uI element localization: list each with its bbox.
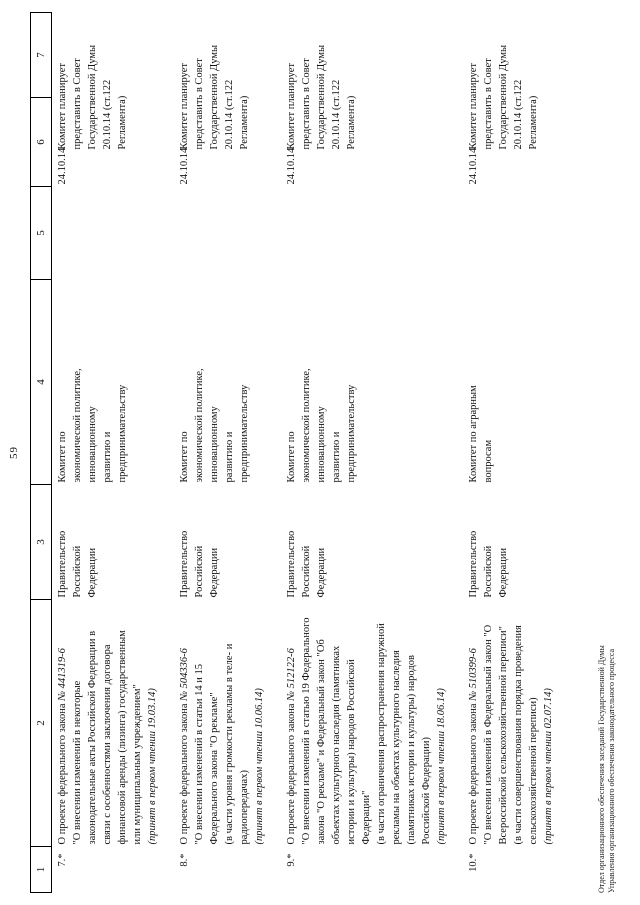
bill-title-line <box>177 617 192 845</box>
responsible-committee: Комитет по экономической политике, инновационному развитию и предпринимательству <box>57 368 128 483</box>
bill-subject-note: (в части ограничения распространения наружной рекламы на объектах культурного наследия (памятниках истории и культуры) народов Российской Федерации) <box>376 623 432 845</box>
bill-title-prefix: О проекте федерального закона <box>57 703 68 845</box>
bill-title-prefix: О проекте федерального закона <box>286 703 297 845</box>
bill-subject-note: (в части уровня громкости рекламы в теле- и радиопередачах) <box>224 643 250 845</box>
footer-line-1: Отдел организационного обеспечения заседаний Государственной Думы <box>597 645 606 893</box>
committee-cell <box>281 280 463 485</box>
bill-title-line <box>284 617 299 845</box>
committee-plan: Комитет планирует представить в Совет Государственной Думы 20.10.14 (ст.122 Регламента) <box>468 44 539 150</box>
empty-cell <box>52 187 175 280</box>
plan-cell <box>174 13 281 150</box>
column-header-1: 1 <box>31 847 52 893</box>
consideration-date: 24.10.14 <box>286 147 297 185</box>
page-number: 59 <box>8 446 20 459</box>
empty-cell <box>281 187 463 280</box>
row-number-cell <box>174 847 281 893</box>
row-number-cell <box>281 847 463 893</box>
column-header-3: 3 <box>31 485 52 600</box>
bill-text <box>466 617 556 845</box>
table-row <box>463 13 570 893</box>
initiator: Правительство Российской Федерации <box>179 530 220 598</box>
first-reading-note: (принят в первом чтении 19.03.14) <box>147 688 158 845</box>
initiator: Правительство Российской Федерации <box>468 530 509 598</box>
first-reading-note: (принят в первом чтении 10.06.14) <box>254 688 265 845</box>
initiator-cell <box>281 485 463 600</box>
initiator: Правительство Российской Федерации <box>57 530 98 598</box>
bill-title-line <box>55 617 70 845</box>
bill-number: № 504336-6 <box>179 648 190 701</box>
bill-name: "О внесении изменений в статью 19 Федерального закона "О рекламе" и Федеральный закон "Об объектах культурного наследия (памятниках истории и культуры) народов Российской Федерации" <box>301 617 372 845</box>
header-row <box>31 13 52 893</box>
consideration-date: 24.10.14 <box>57 147 68 185</box>
bill-title-prefix: О проекте федерального закона <box>179 703 190 845</box>
responsible-committee: Комитет по экономической политике, инновационному развитию и предпринимательству <box>179 368 250 483</box>
plan-cell <box>52 13 175 150</box>
first-reading-note: (принят в первом чтении 18.06.14) <box>436 688 447 845</box>
initiator-cell <box>52 485 175 600</box>
document-footer <box>597 645 617 893</box>
first-reading-note: (принят в первом чтении 02.07.14) <box>543 688 554 845</box>
initiator-cell <box>174 485 281 600</box>
bill-name: "О внесении изменений в некоторые законодательные акты Российской Федерации в связи с особенностями заключения договора финансовой аренды (лизинга) государственным или муниципальным учреждением" <box>72 630 143 845</box>
bill-number: № 510399-6 <box>468 648 479 701</box>
table-body <box>52 13 571 893</box>
row-number: 7.* <box>57 853 68 867</box>
committee-cell <box>174 280 281 485</box>
row-number: 8.* <box>179 853 190 867</box>
column-header-4: 4 <box>31 280 52 485</box>
column-header-7: 7 <box>31 13 52 98</box>
row-number: 9.* <box>286 853 297 867</box>
bill-cell <box>174 600 281 847</box>
bill-title-prefix: О проекте федерального закона <box>468 703 479 845</box>
row-number-cell <box>52 847 175 893</box>
consideration-date: 24.10.14 <box>468 147 479 185</box>
column-header-5: 5 <box>31 187 52 280</box>
table-row <box>52 13 175 893</box>
table-row <box>174 13 281 893</box>
bill-number: № 512122-6 <box>286 648 297 701</box>
committee-plan: Комитет планирует представить в Совет Государственной Думы 20.10.14 (ст.122 Регламента) <box>286 44 357 150</box>
bill-name: "О внесении изменений в статьи 14 и 15 Федерального закона "О рекламе" <box>194 664 220 845</box>
responsible-committee: Комитет по экономической политике, инновационному развитию и предпринимательству <box>286 368 357 483</box>
responsible-committee: Комитет по аграрным вопросам <box>468 385 494 483</box>
bill-title-line <box>466 617 481 845</box>
bill-subject-note: (в части совершенствования порядка проведения сельскохозяйственной переписи) <box>513 625 539 845</box>
bill-cell <box>281 600 463 847</box>
table-header <box>31 13 52 893</box>
bill-text <box>284 617 449 845</box>
table-row <box>281 13 463 893</box>
initiator-cell <box>463 485 570 600</box>
plan-cell <box>281 13 463 150</box>
initiator: Правительство Российской Федерации <box>286 530 327 598</box>
bill-schedule-table <box>30 12 570 893</box>
committee-cell <box>52 280 175 485</box>
row-number: 10.* <box>468 853 479 872</box>
committee-cell <box>463 280 570 485</box>
consideration-date: 24.10.14 <box>179 147 190 185</box>
footer-line-2: Управления организационного обеспечения законодательного процесса <box>607 648 616 893</box>
bill-cell <box>52 600 175 847</box>
empty-cell <box>463 187 570 280</box>
column-header-2: 2 <box>31 600 52 847</box>
bill-name: "О внесении изменений в Федеральный закон "О Всероссийской сельскохозяйственной переписи" <box>483 624 509 845</box>
bill-cell <box>463 600 570 847</box>
empty-cell <box>174 187 281 280</box>
column-header-6: 6 <box>31 98 52 187</box>
committee-plan: Комитет планирует представить в Совет Государственной Думы 20.10.14 (ст.122 Регламента) <box>179 44 250 150</box>
bill-text <box>55 617 160 845</box>
bill-number: № 441319-6 <box>57 648 68 701</box>
bill-text <box>177 617 267 845</box>
row-number-cell <box>463 847 570 893</box>
plan-cell <box>463 13 570 150</box>
committee-plan: Комитет планирует представить в Совет Государственной Думы 20.10.14 (ст.122 Регламента) <box>57 44 128 150</box>
